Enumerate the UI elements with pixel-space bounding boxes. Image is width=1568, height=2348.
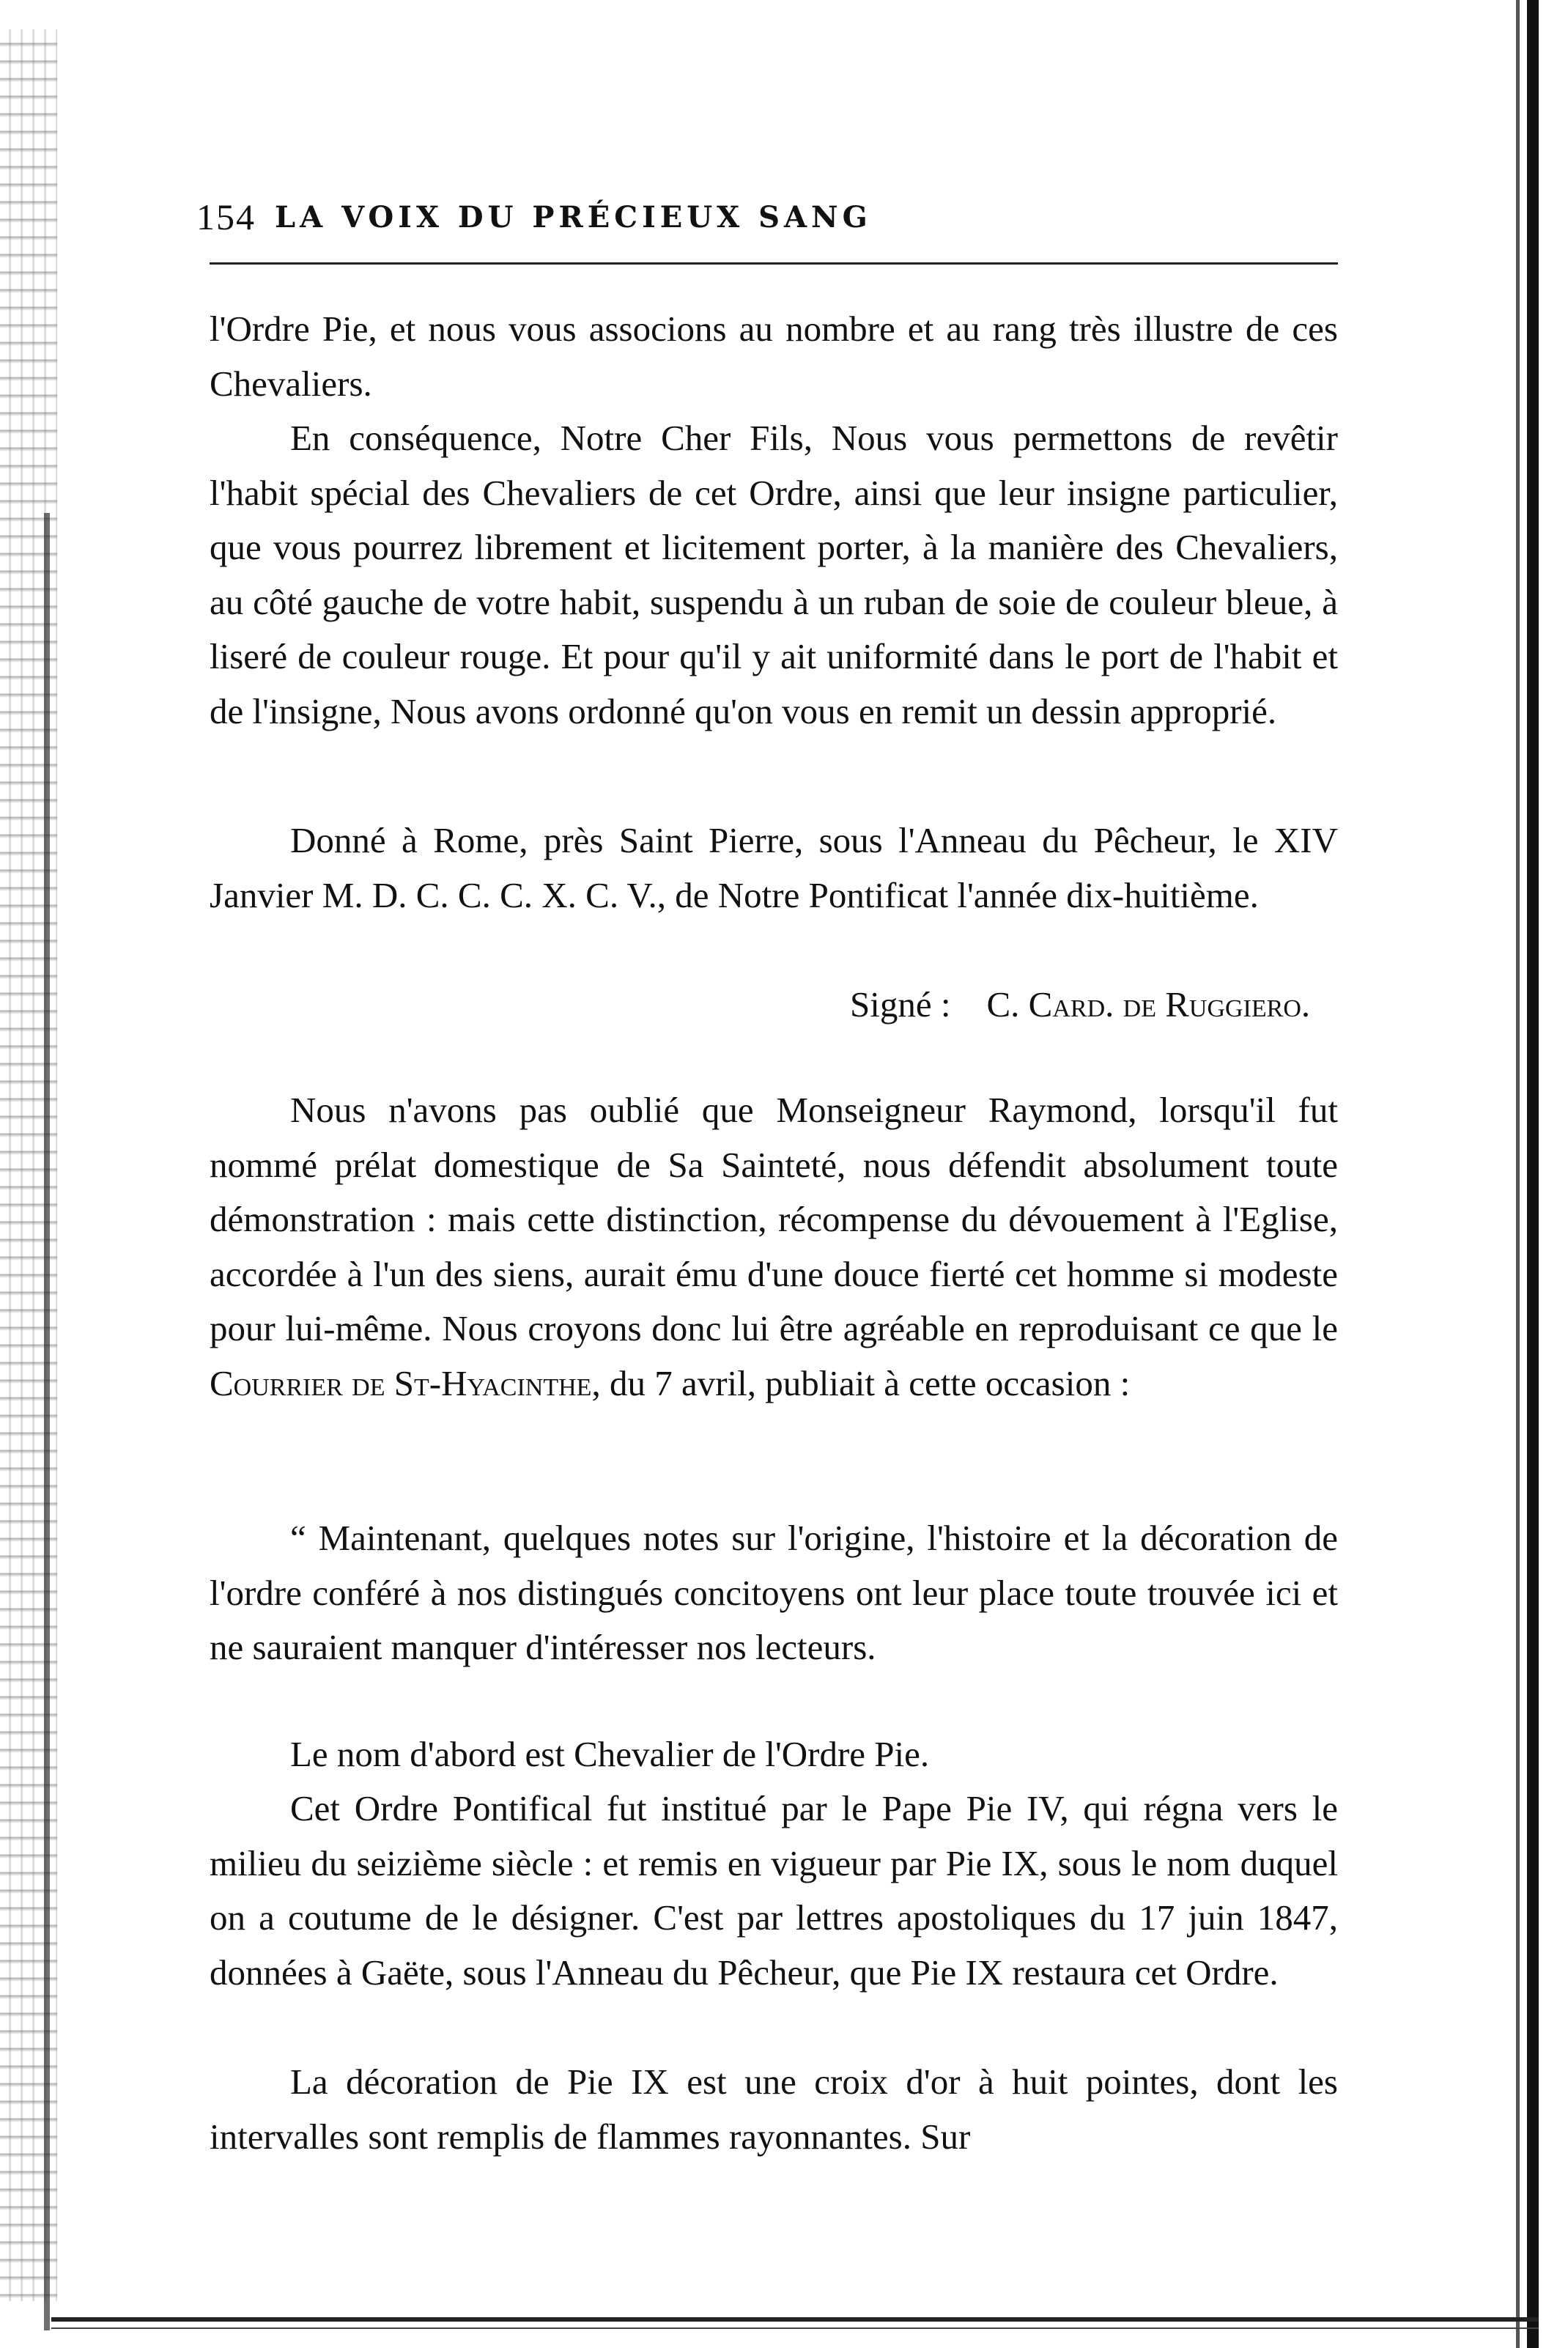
signature-label: Signé :: [850, 984, 951, 1025]
scan-edge-right-thin: [1516, 0, 1520, 2348]
paragraph-text: La décoration de Pie IX est une croix d'or à huit pointes, dont les intervalles sont remplis de flammes rayonnantes. Sur: [210, 2061, 1338, 2157]
journal-name: Courrier de St-Hyacinthe: [210, 1362, 592, 1403]
paragraph-continuation: [210, 302, 1338, 411]
scan-bottom-rule-thin: [51, 2327, 1539, 2329]
signature-name: C. Card. de Ruggiero.: [986, 984, 1311, 1025]
paragraph-text: Le nom d'abord est Chevalier de l'Ordre Pie.: [290, 1734, 930, 1774]
paragraph-permission: [210, 411, 1338, 739]
paragraph-text: Cet Ordre Pontifical fut institué par le Pape Pie IV, qui régna vers le milieu du seizième siècle : et remis en vigueur par Pie IX, sous le nom duquel on a coutume de le désigner. C'est par lettres apostoliques du 17 juin 1847, données à Gaëte, sous l'Anneau du Pêcheur, que Pie IX restaura cet Ordre.: [210, 1788, 1338, 1993]
text-run: Nous n'avons pas oublié que Monseigneur Raymond, lorsqu'il fut nommé prélat domestique de Sa Sainteté, nous défendit absolument toute démonstration : mais cette distinction, récompense du dévouement à l'Eglise, accordée à l'un des siens, aurait ému d'une douce fierté cet homme si modeste pour lui-même. Nous croyons donc lui être agréable en reproduisant ce que le: [210, 1090, 1338, 1349]
page-number: 154: [196, 196, 256, 237]
paragraph-text: l'Ordre Pie, et nous vous associons au nombre et au rang très illustre de ces Chevaliers.: [210, 309, 1338, 404]
paragraph-text: “ Maintenant, quelques notes sur l'origine, l'histoire et la décoration de l'ordre conféré à nos distingués concitoyens ont leur place toute trouvée ici et ne sauraient manquer d'intéresser nos lecteurs.: [210, 1518, 1338, 1668]
running-title: LA VOIX DU PRÉCIEUX SANG: [275, 199, 872, 235]
paragraph-date: [210, 813, 1338, 923]
paragraph-text: En conséquence, Notre Cher Fils, Nous vous permettons de revêtir l'habit spécial des Chevaliers de cet Ordre, ainsi que leur insigne particulier, que vous pourrez librement et licitement porter, à la manière des Chevaliers, au côté gauche de votre habit, suspendu à un ruban de soie de couleur bleue, à liseré de couleur rouge. Et pour qu'il y ait uniformité dans le port de l'habit et de l'insigne, Nous avons ordonné qu'on vous en remit un dessin approprié.: [210, 418, 1338, 731]
paragraph-raymond: [210, 1083, 1338, 1411]
paragraph-text: [210, 1083, 1338, 1411]
paragraph-name: [210, 1727, 1338, 1782]
scan-edge-right: [1527, 0, 1539, 2348]
signature: [850, 978, 1310, 1033]
text-run: , du 7 avril, publiait à cette occasion :: [591, 1362, 1131, 1403]
page-header: [196, 188, 1339, 246]
header-rule: [210, 262, 1338, 265]
paragraph-quote: [210, 1511, 1338, 1675]
scan-bottom-rule: [51, 2317, 1539, 2322]
paragraph-text: Donné à Rome, près Saint Pierre, sous l'Anneau du Pêcheur, le XIV Janvier M. D. C. C. C. X. C. V., de Notre Pontificat l'année dix-huitième.: [210, 820, 1338, 915]
paragraph-decoration: [210, 2055, 1338, 2164]
paragraph-history: [210, 1782, 1338, 2000]
scan-edge-left-line: [44, 513, 50, 2330]
